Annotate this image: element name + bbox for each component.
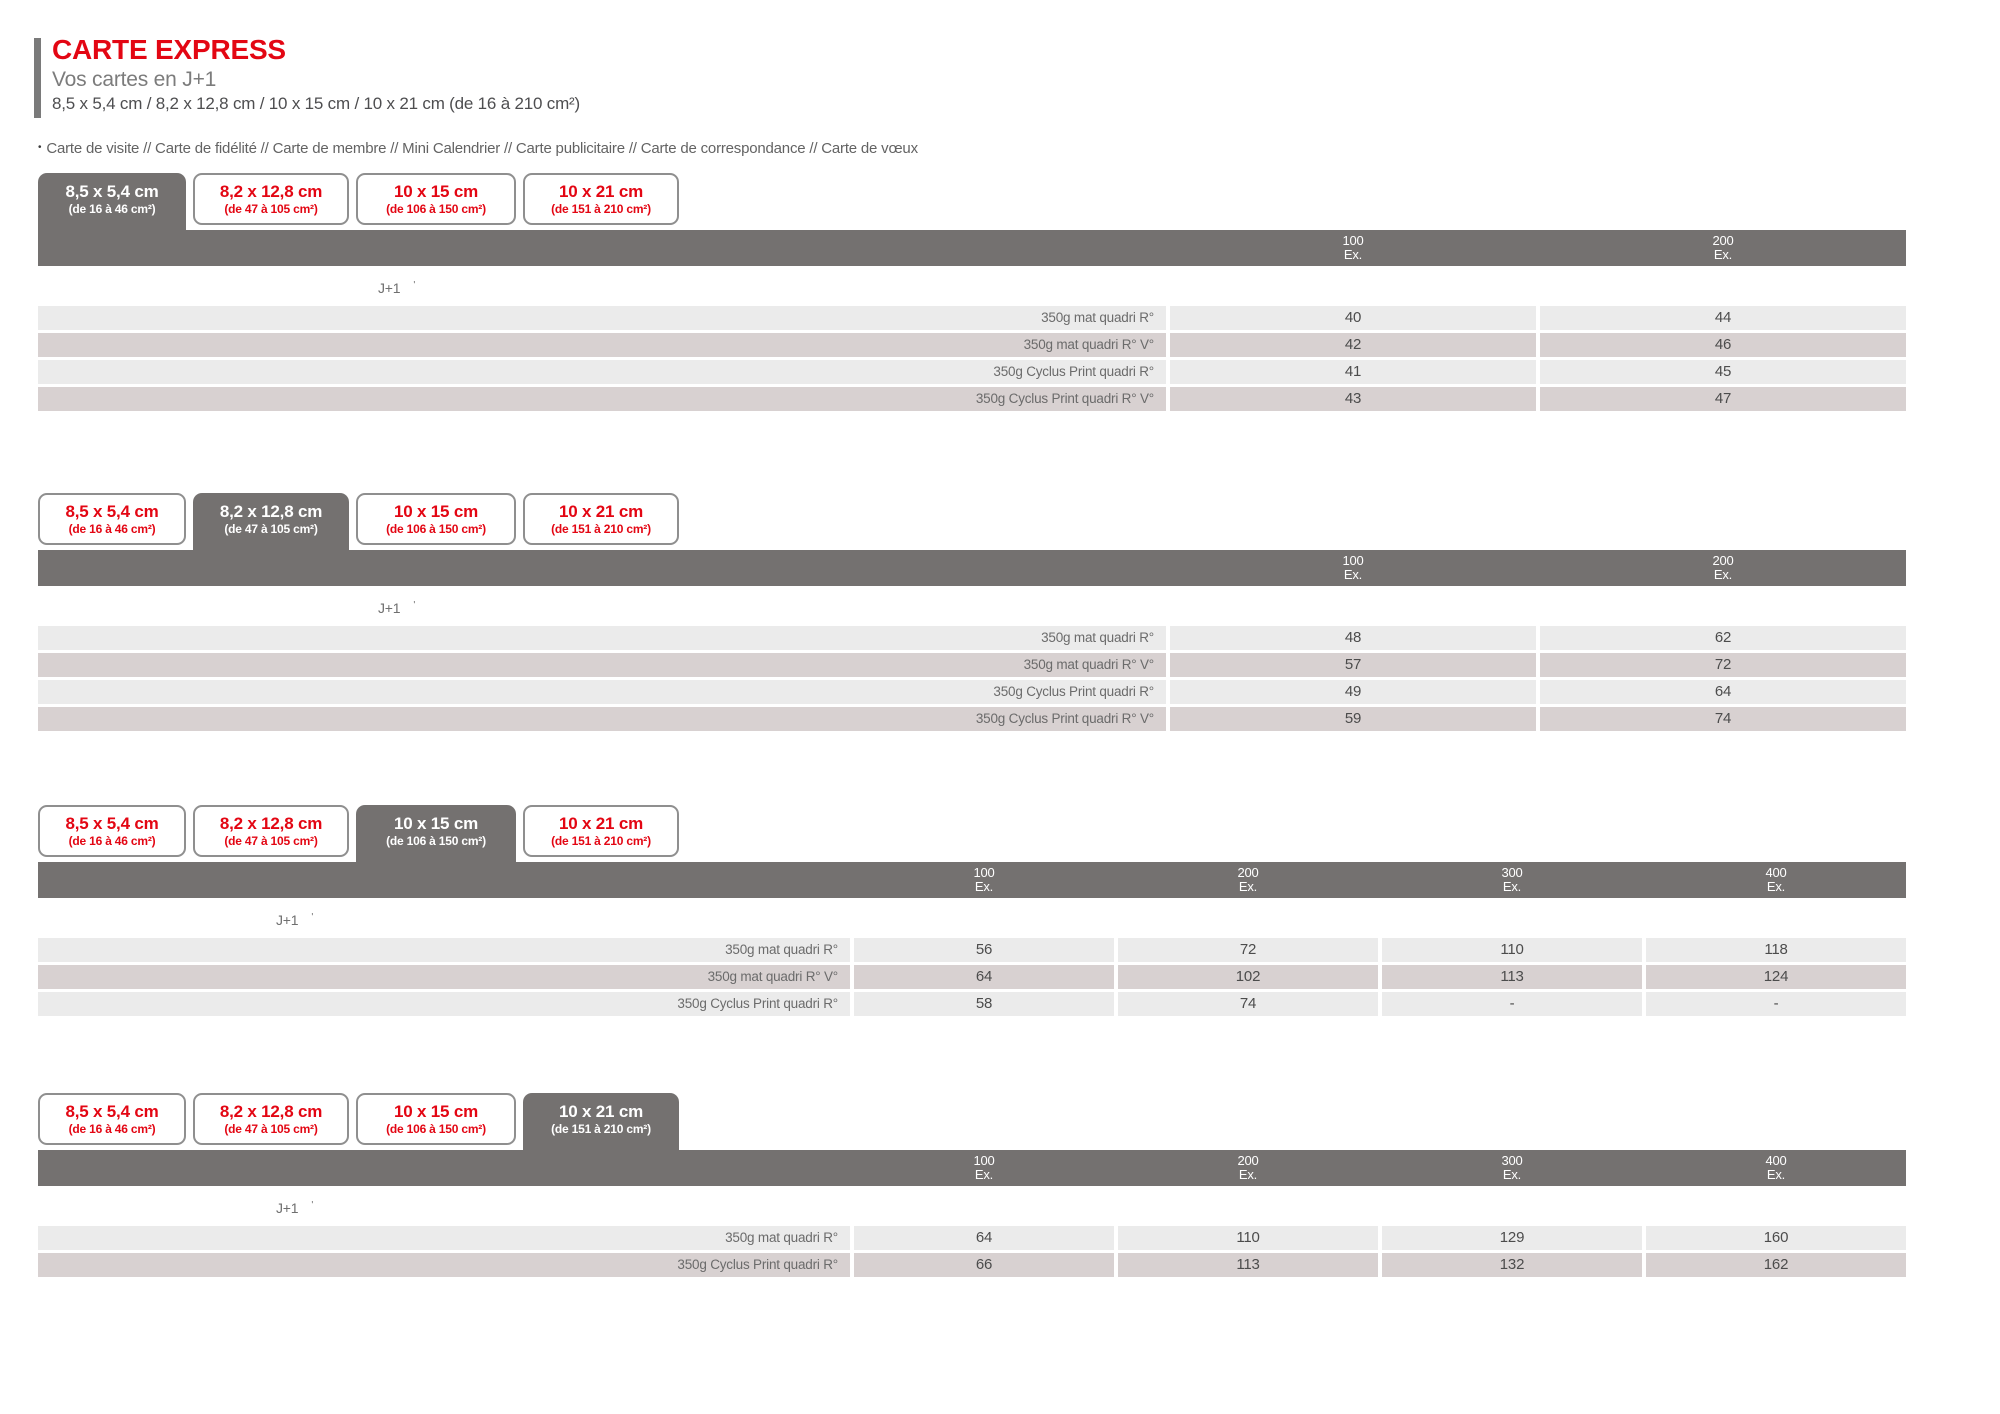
formats-line: 8,5 x 5,4 cm / 8,2 x 12,8 cm / 10 x 15 cm / 10 x 21 cm (de 16 à 210 cm²) — [52, 94, 580, 113]
tab-size-label: 8,5 x 5,4 cm — [65, 1102, 159, 1121]
tab-range-label: (de 106 à 150 cm²) — [386, 1122, 486, 1136]
tab-range-label: (de 151 à 210 cm²) — [551, 834, 651, 848]
tab-range-label: (de 151 à 210 cm²) — [551, 202, 651, 216]
quantity-header-bar — [38, 550, 1906, 586]
quantity-header-bar — [38, 230, 1906, 266]
paper-label: 350g mat quadri R° — [38, 306, 1166, 330]
price-row — [38, 992, 1906, 1016]
quantity-value: 100 — [973, 865, 995, 880]
price-rows — [38, 306, 1906, 414]
tab-size-label: 10 x 21 cm — [558, 1102, 643, 1121]
delay-label — [378, 598, 415, 616]
products-line — [38, 139, 918, 158]
tab-size-label: 8,2 x 12,8 cm — [219, 814, 323, 833]
delay-label — [276, 1198, 313, 1216]
quantity-header-400 — [1646, 1150, 1906, 1186]
quantity-value: 100 — [1342, 553, 1364, 568]
ex-label: Ex. — [1502, 1167, 1522, 1182]
tab-range-label: (de 16 à 46 cm²) — [68, 834, 156, 848]
price-value: - — [1646, 992, 1906, 1016]
quantity-value: 300 — [1501, 1153, 1523, 1168]
size-tabs — [38, 493, 1906, 550]
tab-size-label: 10 x 21 cm — [558, 502, 643, 521]
price-value: 47 — [1540, 387, 1906, 411]
footnote-mark: ' — [413, 600, 416, 611]
price-value: 160 — [1646, 1226, 1906, 1250]
paper-label: 350g mat quadri R° V° — [38, 653, 1166, 677]
tab-10x21[interactable] — [523, 805, 679, 857]
paper-label: 350g mat quadri R° V° — [38, 333, 1166, 357]
price-row — [38, 333, 1906, 357]
quantity-header-100 — [1170, 550, 1536, 586]
tab-82x128[interactable] — [193, 1093, 349, 1145]
price-value: 62 — [1540, 626, 1906, 650]
tab-size-label: 8,5 x 5,4 cm — [65, 502, 159, 521]
tab-10x15[interactable] — [356, 173, 516, 225]
tab-range-label: (de 47 à 105 cm²) — [224, 834, 318, 848]
price-row — [38, 387, 1906, 411]
price-row — [38, 306, 1906, 330]
price-value: 64 — [854, 1226, 1114, 1250]
quantity-value: 200 — [1712, 553, 1734, 568]
price-value: - — [1382, 992, 1642, 1016]
header-spacer — [38, 1150, 850, 1186]
tab-range-label: (de 106 à 150 cm²) — [386, 202, 486, 216]
ex-label: Ex. — [1766, 879, 1786, 894]
ex-label: Ex. — [1502, 879, 1522, 894]
title-accent-bar — [34, 38, 41, 118]
price-row — [38, 680, 1906, 704]
paper-label: 350g mat quadri R° — [38, 938, 850, 962]
tab-82x128[interactable] — [193, 493, 349, 550]
price-value: 64 — [1540, 680, 1906, 704]
price-value: 110 — [1118, 1226, 1378, 1250]
tab-size-label: 10 x 15 cm — [393, 502, 478, 521]
ex-label: Ex. — [974, 1167, 994, 1182]
tab-range-label: (de 47 à 105 cm²) — [224, 1122, 318, 1136]
quantity-value: 200 — [1712, 233, 1734, 248]
price-value: 132 — [1382, 1253, 1642, 1277]
tab-10x21[interactable] — [523, 173, 679, 225]
quantity-header-200 — [1118, 1150, 1378, 1186]
price-value: 58 — [854, 992, 1114, 1016]
price-value: 124 — [1646, 965, 1906, 989]
footnote-mark: ' — [311, 1200, 314, 1211]
delay-label — [378, 278, 415, 296]
price-rows — [38, 938, 1906, 1019]
quantity-header-200 — [1540, 550, 1906, 586]
ex-label: Ex. — [1766, 1167, 1786, 1182]
page-title: CARTE EXPRESS — [52, 34, 286, 65]
quantity-value: 100 — [973, 1153, 995, 1168]
delay-text: J+1 — [276, 1200, 299, 1216]
quantity-header-100 — [854, 862, 1114, 898]
tab-size-label: 10 x 15 cm — [393, 1102, 478, 1121]
size-tabs — [38, 805, 1906, 862]
quantity-header-400 — [1646, 862, 1906, 898]
price-value: 64 — [854, 965, 1114, 989]
price-value: 113 — [1118, 1253, 1378, 1277]
tab-size-label: 8,2 x 12,8 cm — [219, 182, 323, 201]
tab-range-label: (de 106 à 150 cm²) — [386, 834, 486, 848]
price-value: 40 — [1170, 306, 1536, 330]
paper-label: 350g mat quadri R° V° — [38, 965, 850, 989]
price-row — [38, 965, 1906, 989]
quantity-value: 200 — [1237, 1153, 1259, 1168]
ex-label: Ex. — [1343, 567, 1363, 582]
paper-label: 350g Cyclus Print quadri R° — [38, 360, 1166, 384]
footnote-mark: ' — [413, 280, 416, 291]
header-spacer — [38, 550, 1166, 586]
tab-range-label: (de 16 à 46 cm²) — [68, 522, 156, 536]
tab-10x21[interactable] — [523, 493, 679, 545]
tab-10x15[interactable] — [356, 805, 516, 862]
price-row — [38, 653, 1906, 677]
price-value: 72 — [1118, 938, 1378, 962]
price-value: 42 — [1170, 333, 1536, 357]
price-rows — [38, 1226, 1906, 1280]
price-value: 74 — [1118, 992, 1378, 1016]
price-row — [38, 938, 1906, 962]
paper-label: 350g Cyclus Print quadri R° — [38, 680, 1166, 704]
ex-label: Ex. — [974, 879, 994, 894]
bullet-icon: • — [38, 142, 42, 153]
paper-label: 350g Cyclus Print quadri R° — [38, 992, 850, 1016]
page-subtitle: Vos cartes en J+1 — [52, 68, 217, 91]
tab-10x21[interactable] — [523, 1093, 679, 1150]
footnote-mark: ' — [311, 912, 314, 923]
ex-label: Ex. — [1343, 247, 1363, 262]
tab-85x54[interactable] — [38, 493, 186, 545]
quantity-header-300 — [1382, 1150, 1642, 1186]
price-value: 110 — [1382, 938, 1642, 962]
price-value: 72 — [1540, 653, 1906, 677]
tab-85x54[interactable] — [38, 805, 186, 857]
price-value: 162 — [1646, 1253, 1906, 1277]
quantity-header-bar — [38, 862, 1906, 898]
ex-label: Ex. — [1238, 1167, 1258, 1182]
tab-size-label: 8,2 x 12,8 cm — [219, 1102, 323, 1121]
price-row — [38, 707, 1906, 731]
price-value: 66 — [854, 1253, 1114, 1277]
header-spacer — [38, 862, 850, 898]
delay-text: J+1 — [378, 280, 401, 296]
tab-10x15[interactable] — [356, 493, 516, 545]
quantity-header-300 — [1382, 862, 1642, 898]
paper-label: 350g mat quadri R° — [38, 626, 1166, 650]
price-value: 56 — [854, 938, 1114, 962]
price-value: 57 — [1170, 653, 1536, 677]
tab-size-label: 8,5 x 5,4 cm — [65, 814, 159, 833]
tab-82x128[interactable] — [193, 173, 349, 225]
tab-range-label: (de 16 à 46 cm²) — [68, 1122, 156, 1136]
price-value: 46 — [1540, 333, 1906, 357]
quantity-value: 400 — [1765, 1153, 1787, 1168]
tab-size-label: 10 x 15 cm — [393, 182, 478, 201]
quantity-value: 300 — [1501, 865, 1523, 880]
tab-size-label: 10 x 21 cm — [558, 182, 643, 201]
tab-range-label: (de 151 à 210 cm²) — [551, 522, 651, 536]
delay-label — [276, 910, 313, 928]
price-row — [38, 1226, 1906, 1250]
quantity-value: 400 — [1765, 865, 1787, 880]
price-value: 44 — [1540, 306, 1906, 330]
tab-85x54[interactable] — [38, 1093, 186, 1145]
paper-label: 350g Cyclus Print quadri R° V° — [38, 707, 1166, 731]
tab-size-label: 8,2 x 12,8 cm — [219, 502, 323, 521]
tab-82x128[interactable] — [193, 805, 349, 857]
quantity-value: 200 — [1237, 865, 1259, 880]
size-tabs — [38, 1093, 1906, 1150]
products-line-text: Carte de visite // Carte de fidélité // Carte de membre // Mini Calendrier // Carte publicitaire // Carte de correspondance // Carte de vœux — [46, 140, 918, 157]
tab-85x54[interactable] — [38, 173, 186, 230]
tab-range-label: (de 47 à 105 cm²) — [224, 202, 318, 216]
size-tabs — [38, 173, 1906, 230]
tab-range-label: (de 106 à 150 cm²) — [386, 522, 486, 536]
price-value: 43 — [1170, 387, 1536, 411]
quantity-header-100 — [1170, 230, 1536, 266]
paper-label: 350g mat quadri R° — [38, 1226, 850, 1250]
quantity-header-200 — [1540, 230, 1906, 266]
ex-label: Ex. — [1713, 247, 1733, 262]
price-value: 45 — [1540, 360, 1906, 384]
tab-size-label: 10 x 21 cm — [558, 814, 643, 833]
price-value: 129 — [1382, 1226, 1642, 1250]
tab-size-label: 8,5 x 5,4 cm — [65, 182, 159, 201]
price-value: 48 — [1170, 626, 1536, 650]
delay-text: J+1 — [276, 912, 299, 928]
ex-label: Ex. — [1238, 879, 1258, 894]
price-value: 74 — [1540, 707, 1906, 731]
price-rows — [38, 626, 1906, 734]
tab-range-label: (de 16 à 46 cm²) — [68, 202, 156, 216]
price-value: 113 — [1382, 965, 1642, 989]
price-value: 102 — [1118, 965, 1378, 989]
price-value: 41 — [1170, 360, 1536, 384]
price-row — [38, 1253, 1906, 1277]
tab-range-label: (de 47 à 105 cm²) — [224, 522, 318, 536]
quantity-header-bar — [38, 1150, 1906, 1186]
tab-size-label: 10 x 15 cm — [393, 814, 478, 833]
quantity-header-200 — [1118, 862, 1378, 898]
tab-10x15[interactable] — [356, 1093, 516, 1145]
quantity-value: 100 — [1342, 233, 1364, 248]
price-row — [38, 360, 1906, 384]
price-value: 118 — [1646, 938, 1906, 962]
ex-label: Ex. — [1713, 567, 1733, 582]
delay-text: J+1 — [378, 600, 401, 616]
price-row — [38, 626, 1906, 650]
tab-range-label: (de 151 à 210 cm²) — [551, 1122, 651, 1136]
header-spacer — [38, 230, 1166, 266]
paper-label: 350g Cyclus Print quadri R° — [38, 1253, 850, 1277]
quantity-header-100 — [854, 1150, 1114, 1186]
price-value: 49 — [1170, 680, 1536, 704]
price-value: 59 — [1170, 707, 1536, 731]
paper-label: 350g Cyclus Print quadri R° V° — [38, 387, 1166, 411]
